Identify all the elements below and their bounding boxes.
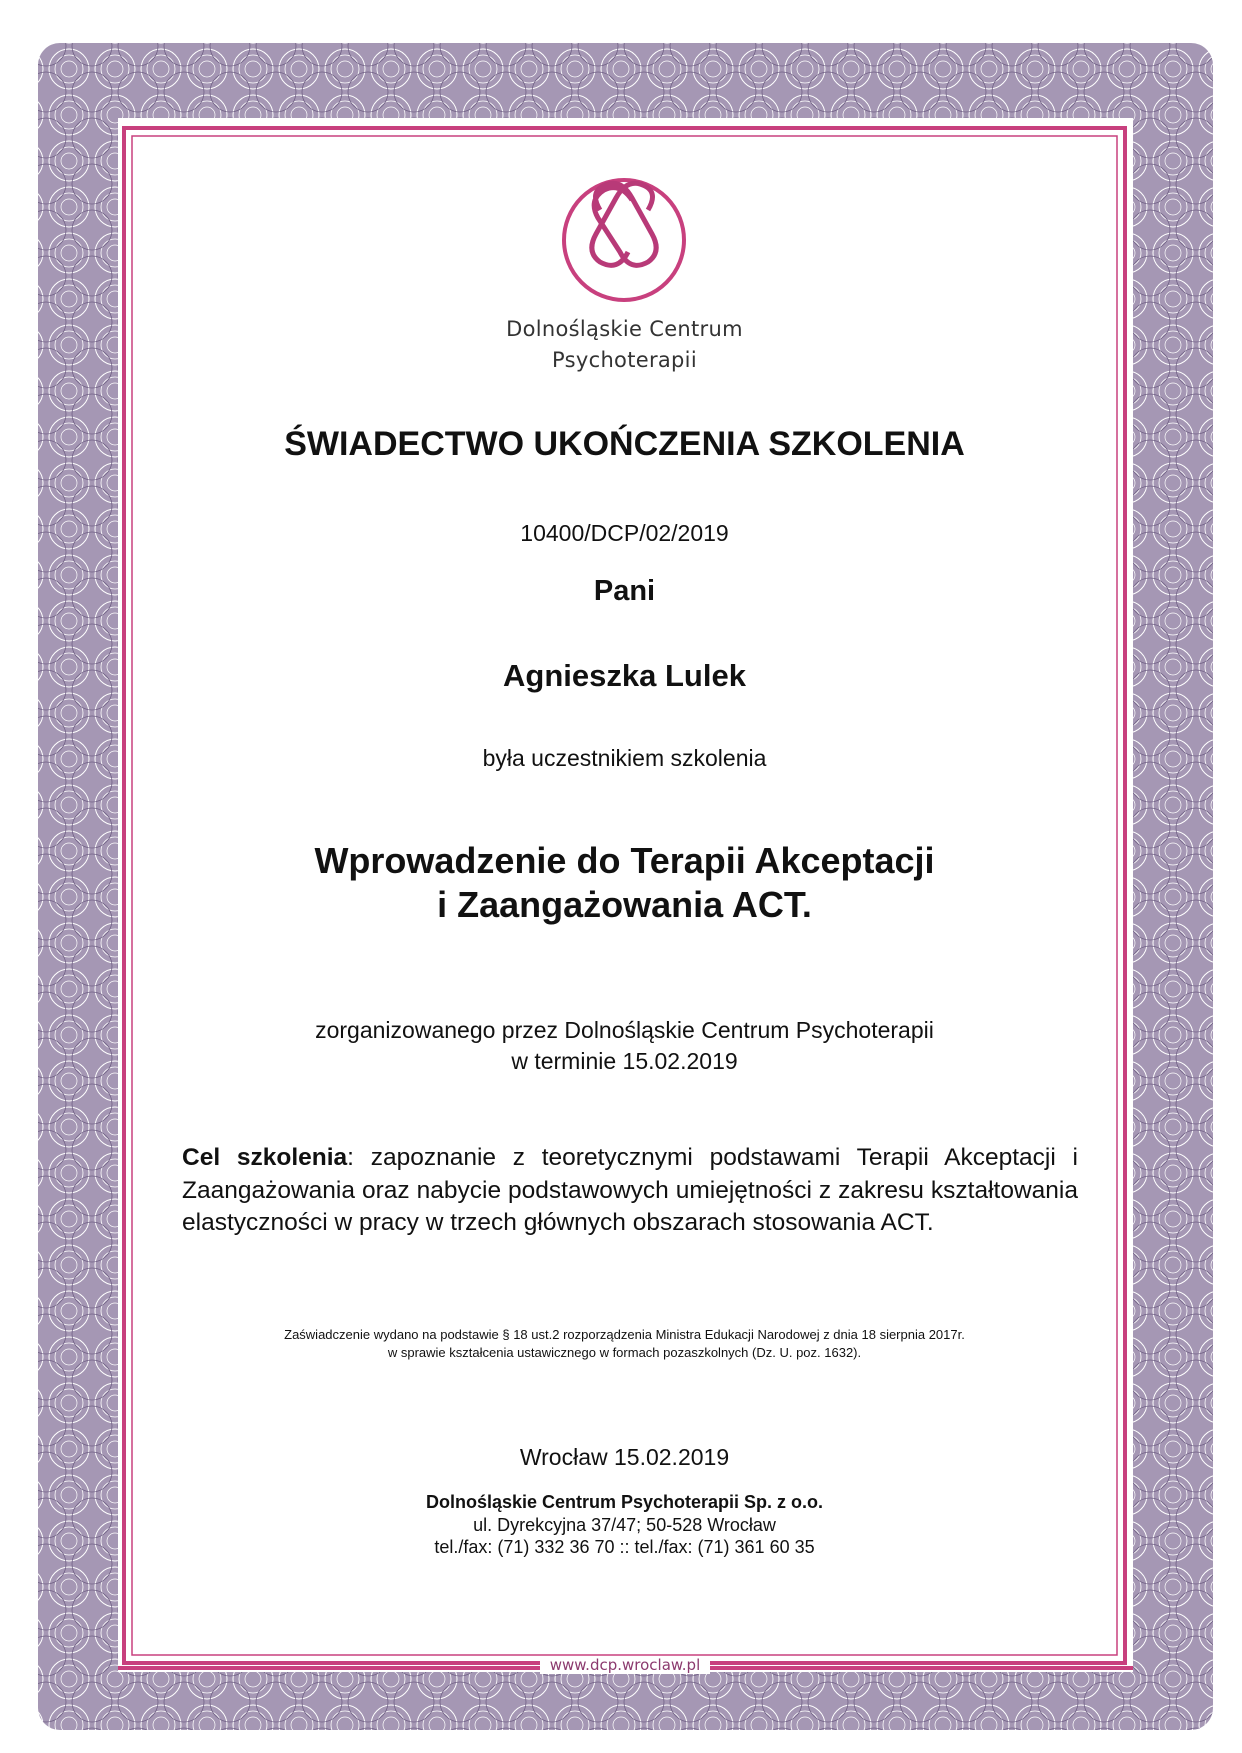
legal-line1: Zaświadczenie wydano na podstawie § 18 ust.2 rozporządzenia Ministra Edukacji Narodowej z dnia 18 sierpnia 2017r.	[284, 1327, 965, 1342]
legal-line2: w sprawie kształcenia ustawicznego w formach pozaszkolnych (Dz. U. poz. 1632).	[387, 1345, 862, 1360]
company-address: ul. Dyrekcyjna 37/47; 50-528 Wrocław	[473, 1515, 776, 1535]
course-title-line1: Wprowadzenie do Terapii Akceptacji	[314, 840, 935, 881]
logo-name-line2: Psychoterapii	[552, 348, 697, 372]
certificate-title: ŚWIADECTWO UKOŃCZENIA SZKOLENIA	[284, 425, 965, 463]
salutation: Pani	[593, 575, 656, 607]
goal-label: Cel szkolenia	[182, 1144, 348, 1171]
legal-basis	[124, 1326, 1125, 1362]
logo-name-line1: Dolnośląskie Centrum	[506, 317, 743, 341]
participation-text: była uczestnikiem szkolenia	[482, 745, 767, 771]
place-date: Wrocław 15.02.2019	[519, 1444, 730, 1470]
organizer-line1: zorganizowanego przez Dolnośląskie Centrum Psychoterapii	[315, 1017, 934, 1043]
recipient-name: Agnieszka Lulek	[503, 658, 746, 693]
training-goal	[182, 1142, 1078, 1240]
goal-text: : zapoznanie z teoretycznymi podstawami Terapii Akceptacji i Zaangażowania oraz nabycie podstawowych umiejętności z zakresu kształtowania elastyczności w pracy w trzech głównych obszarach stosowania ACT.	[182, 1144, 1078, 1236]
organizer-line2: w terminie 15.02.2019	[511, 1048, 738, 1074]
certificate-number: 10400/DCP/02/2019	[520, 520, 729, 546]
course-title-line2: i Zaangażowania ACT.	[437, 884, 812, 925]
company-phones: tel./fax: (71) 332 36 70 :: tel./fax: (71) 361 60 35	[434, 1537, 815, 1557]
website-link[interactable]: www.dcp.wroclaw.pl	[540, 1656, 710, 1674]
company-name: Dolnośląskie Centrum Psychoterapii Sp. z o.o.	[425, 1492, 824, 1512]
